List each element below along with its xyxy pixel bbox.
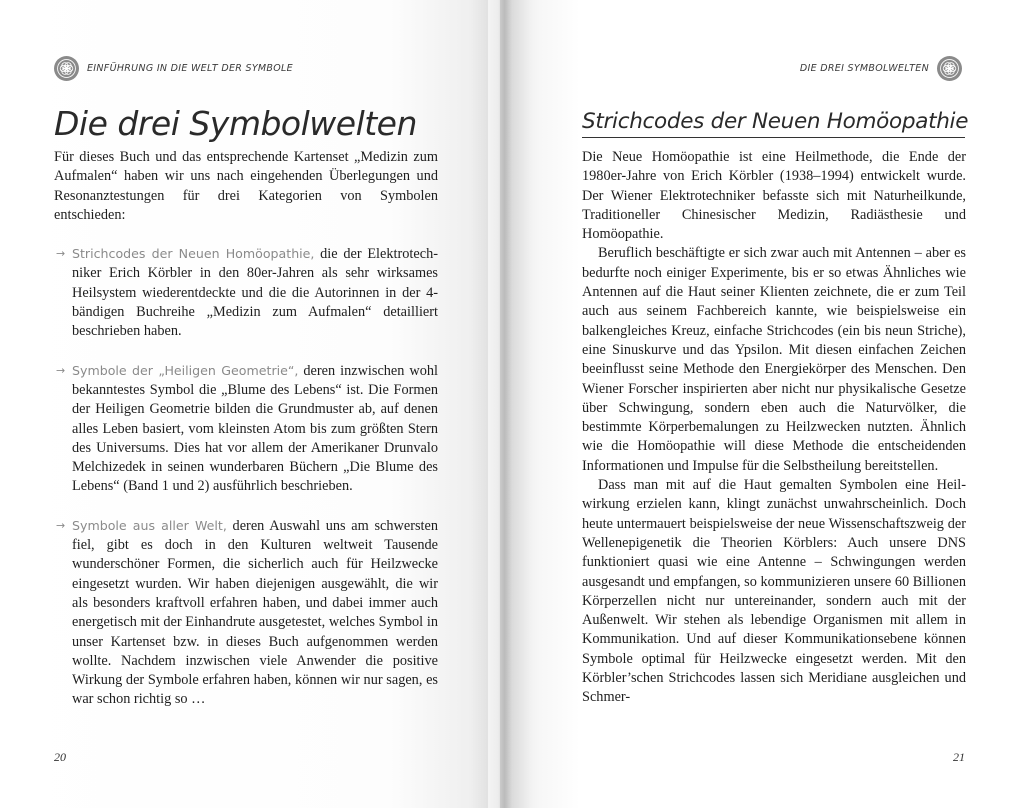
bullet-heading: Symbole der „Heiligen Geometrie“, bbox=[72, 362, 299, 378]
running-head-left bbox=[54, 55, 293, 81]
flower-of-life-icon bbox=[54, 56, 79, 81]
running-head-text: EINFÜHRUNG IN DIE WELT DER SYMBOLE bbox=[87, 62, 293, 74]
bullet-heading: Strichcodes der Neuen Homöopathie, bbox=[72, 246, 315, 262]
arrow-right-icon: → bbox=[56, 247, 66, 261]
flower-of-life-icon bbox=[937, 56, 962, 81]
arrow-right-icon: → bbox=[56, 363, 66, 377]
left-page bbox=[0, 0, 488, 808]
running-head-right bbox=[800, 55, 962, 81]
list-item bbox=[54, 244, 438, 341]
section-title: Strichcodes der Neuen Homöopathie bbox=[582, 109, 965, 138]
body-paragraph: Beruflich beschäftigte er sich zwar auch mit Antennen – aber es bedurfte noch einiger Experimente, bis er so etwas Ähnliches wie Antennen auf die Haut seiner Klienten zeichnete, die er zum Teil auch aus seinem Fachbereich kannte, wie beispielsweise ein balkengleiches Kreuz, einfache Strichcodes (ein bis neun Striche), eine Sinuskurve und das Ypsilon. Mit diesen einfachen Zeichen beeinflusst seine Methode den Energiekörper des Menschen. Den Wiener Forscher inspirierten aber nicht nur physikalische Gesetze über Schwingung, sondern eben auch die Naturvölker, die bestimmte Körperbemalungen zu Heilzwecken nutzten. Ähnlich wie die Homöopathie will diese Methode die entscheidenden Informationen und Impulse für die Selbstheilung bereitstellen. bbox=[582, 245, 966, 474]
right-text-column bbox=[582, 148, 966, 708]
running-head-text: DIE DREI SYMBOLWELTEN bbox=[799, 62, 929, 74]
page-number-left: 20 bbox=[54, 750, 66, 764]
body-paragraph: Dass man mit auf die Haut gemalten Symbolen eine Heilwirkung erzielen kann, klingt zunächst unwahrscheinlich. Doch heute untermauert beispielsweise der neue Wissenschaftszweig der Wellenepigenetik die Theorien Körblers: Auch unsere DNS funktioniert quasi wie eine Antenne – Schwingungen werden ausgesandt und empfangen, so kommunizieren unsere 60 Billionen Körperzellen nicht nur untereinander, sondern auch mit der Außenwelt. Wir stehen als lebendige Organismen mit allem in Kommunikation. Und auf dieser Kommunikationsebene können Symbole optimal für Heilzwecke eingesetzt werden. Mit den Körbler’schen Strichcodes lassen sich Meridiane ausgleichen und Schmer- bbox=[582, 477, 966, 706]
chapter-title: Die drei Symbolwelten bbox=[54, 104, 417, 143]
bullet-text: deren inzwischen wohl bekanntestes Symbol die „Blume des Lebens“ ist. Die Formen der Heiligen Geometrie bilden die Grundmuster ab, auf denen alles Leben basiert, vom kleinsten Atom bis zum größten Stern des Universums. Dies hat vor allem der Amerikaner Drunvalo Melchizedek in seinen wunderbaren Büchern „Die Blume des Lebens“ (Band 1 und 2) ausführlich beschrieben. bbox=[72, 362, 438, 495]
list-item bbox=[54, 516, 438, 710]
left-text-column bbox=[54, 148, 438, 710]
bullet-heading: Symbole aus aller Welt, bbox=[72, 517, 227, 533]
list-item bbox=[54, 361, 438, 497]
bullet-text: die der Elektrotechniker Erich Körbler in den 80er-Jahren als sehr wirksames Heilsystem wiederentdeckte und die die Autorinnen in der 4-bändigen Buchreihe „Medizin zum Aufmalen“ detailliert beschrieben haben. bbox=[72, 246, 438, 340]
body-paragraph: Die Neue Homöopathie ist eine Heilmethode, die Ende der 1980er-Jahre von Erich Körbler (1938–1994) entwickelt wurde. Der Wiener Elektrotechniker befasste sich mit Naturheilkunde, Traditioneller Chinesischer Medizin, Radiästhesie und Homöopathie. bbox=[582, 149, 966, 243]
bullet-text: deren Auswahl uns am schwersten fiel, gibt es doch in den Kulturen weltweit Tausende wunderschöner Formen, die sicherlich auch für Heilzwecke eingesetzt wurden. Wir haben diejenigen ausgewählt, die wir als besonders kraftvoll erfahren haben, und dabei immer auch energetisch mit der Einhandrute ausgetestet, welches Symbol in unser Kartenset bzw. in dieses Buch aufgenommen werden wollte. Nachdem inzwischen viele Anwender die positive Wirkung der Symbole erfahren haben, können wir nur sagen, es war schon richtig so … bbox=[72, 517, 438, 708]
intro-paragraph: Für dieses Buch und das entsprechende Kartenset „Medizin zum Aufmalen“ haben wir uns nach eingehenden Überlegungen und Resonanztestungen für drei Kategorien von Symbolen entschieden: bbox=[54, 149, 438, 223]
page-number-right: 21 bbox=[953, 750, 965, 764]
arrow-right-icon: → bbox=[56, 518, 66, 532]
